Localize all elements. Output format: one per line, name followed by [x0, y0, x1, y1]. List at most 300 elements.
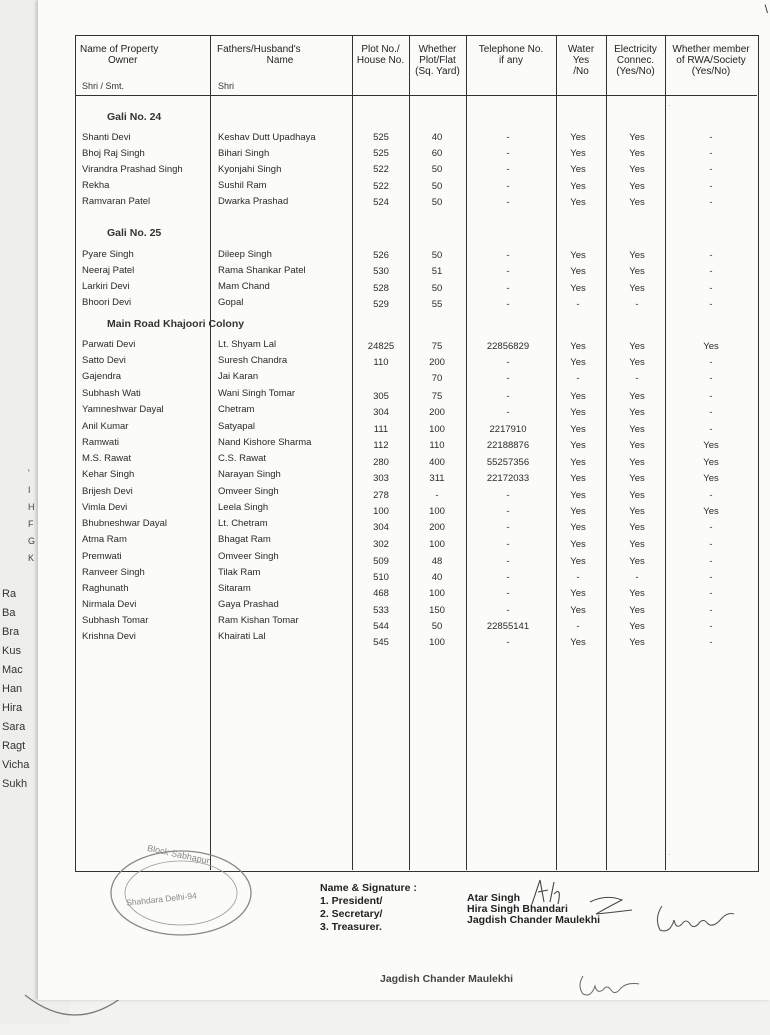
area-cell: 110	[429, 440, 445, 452]
owner-cell: Yamneshwar Dayal	[82, 404, 164, 415]
electricity-cell: Yes	[629, 406, 645, 418]
rwa-cell: -	[709, 132, 713, 143]
father-cell: Narayan Singh	[218, 469, 281, 480]
header-text: Water	[567, 44, 595, 55]
rwa-cell: -	[709, 588, 713, 600]
header-divider	[75, 95, 757, 96]
father-cell: Wani Singh Tomar	[218, 388, 296, 399]
electricity-cell: -	[635, 572, 639, 584]
electricity-cell: -	[635, 298, 639, 310]
underlying-name: Ra	[2, 588, 17, 600]
owner-cell: Shanti Devi	[82, 132, 131, 143]
area-cell: 400	[429, 456, 445, 468]
electricity-cell: Yes	[629, 266, 645, 278]
header-text: Electricity	[614, 44, 657, 55]
water-cell: Yes	[570, 164, 586, 176]
plot-cell: 278	[373, 489, 389, 501]
father-cell: Kyonjahi Singh	[218, 164, 282, 175]
owner-cell: Bhoj Raj Singh	[82, 148, 145, 159]
underlying-name: Ragt	[2, 740, 26, 752]
plot-cell: 468	[373, 588, 389, 600]
owner-cell: Bhubneshwar Dayal	[82, 518, 168, 529]
water-cell: Yes	[570, 489, 586, 501]
property-table	[75, 35, 759, 872]
father-cell: Ram Kishan Tomar	[218, 615, 299, 626]
father-cell: Chetram	[218, 404, 255, 415]
electricity-cell: Yes	[629, 148, 645, 160]
rwa-cell: -	[709, 180, 713, 192]
plot-cell: 510	[373, 572, 389, 584]
phone-cell: -	[506, 298, 510, 310]
water-cell: Yes	[570, 506, 586, 518]
phone-cell: -	[506, 373, 510, 385]
electricity-cell: Yes	[629, 390, 645, 402]
area-cell: 200	[429, 357, 445, 369]
electricity-cell: Yes	[629, 538, 645, 550]
plot-cell: 280	[373, 456, 389, 468]
plot-cell: 530	[373, 266, 389, 278]
signature-role: 2. Secretary/	[320, 908, 383, 920]
area-cell: 50	[431, 196, 443, 208]
water-cell: Yes	[570, 282, 586, 294]
header-father-sub: Shri	[218, 81, 235, 91]
underlying-name: Sukh	[2, 778, 28, 790]
water-cell: Yes	[570, 522, 586, 534]
faint-mark: ·	[668, 850, 671, 859]
electricity-cell: Yes	[629, 196, 645, 208]
rwa-cell: Yes	[703, 340, 719, 352]
section-title: Gali No. 24	[107, 111, 162, 123]
plot-cell: 112	[373, 440, 389, 452]
father-cell: C.S. Rawat	[218, 453, 267, 464]
phone-cell: -	[506, 132, 510, 143]
water-cell: Yes	[570, 250, 586, 262]
father-cell: Khairati Lal	[218, 631, 266, 642]
plot-cell: 545	[373, 636, 389, 648]
column-divider	[409, 35, 410, 870]
rwa-cell: -	[709, 298, 713, 310]
owner-cell: Premwati	[82, 551, 122, 562]
phone-cell: -	[506, 357, 510, 369]
phone-cell: -	[506, 282, 510, 294]
header-text: House No.	[356, 55, 405, 66]
water-cell: Yes	[570, 406, 586, 418]
father-cell: Lt. Chetram	[218, 518, 268, 529]
area-cell: 40	[431, 132, 443, 143]
father-cell: Omveer Singh	[218, 551, 279, 562]
owner-cell: Subhash Tomar	[82, 615, 149, 626]
rwa-cell: -	[709, 538, 713, 550]
area-cell: 100	[429, 538, 445, 550]
header-text: Whether member	[672, 44, 750, 55]
owner-cell: Ramvaran Patel	[82, 196, 151, 207]
rwa-cell: -	[709, 196, 713, 208]
header-area	[409, 44, 466, 77]
owner-cell: Ramwati	[82, 437, 119, 448]
electricity-cell: Yes	[629, 588, 645, 600]
plot-cell: 525	[373, 148, 389, 160]
plot-cell: 544	[373, 620, 389, 632]
column-divider	[352, 35, 353, 870]
owner-cell: Bhoori Devi	[82, 297, 132, 308]
electricity-cell: Yes	[629, 506, 645, 518]
header-text: /No	[573, 66, 589, 77]
father-cell: Dileep Singh	[218, 249, 272, 260]
area-cell: 200	[429, 522, 445, 534]
rwa-cell: -	[709, 357, 713, 369]
water-cell: Yes	[570, 555, 586, 567]
father-cell: Mam Chand	[218, 281, 270, 292]
area-cell: 51	[431, 266, 443, 278]
phone-cell: 55257356	[486, 456, 530, 468]
father-cell: Sitaram	[218, 583, 251, 594]
water-cell: Yes	[570, 538, 586, 550]
water-cell: Yes	[570, 196, 586, 208]
water-cell: Yes	[570, 180, 586, 192]
area-cell: 100	[429, 424, 445, 436]
phone-cell: -	[506, 572, 510, 584]
plot-cell: 24825	[367, 340, 395, 352]
header-phone	[466, 44, 556, 66]
header-text: Plot/Flat	[419, 55, 456, 66]
area-cell: 55	[431, 298, 443, 310]
phone-cell: -	[506, 406, 510, 418]
header-text: Fathers/Husband's	[217, 44, 301, 55]
stamp-top-text: Block Sabhapur	[146, 842, 211, 866]
column-divider	[665, 35, 666, 870]
phone-cell: -	[506, 489, 510, 501]
area-cell: 100	[429, 506, 445, 518]
area-cell: 60	[431, 148, 443, 160]
electricity-cell: Yes	[629, 250, 645, 262]
water-cell: -	[576, 373, 580, 385]
underlying-name: Vicha	[2, 759, 30, 771]
electricity-cell: Yes	[629, 522, 645, 534]
header-text: Plot No./	[361, 44, 400, 55]
father-cell: Rama Shankar Patel	[218, 265, 306, 276]
rwa-cell: -	[709, 620, 713, 632]
underlying-marks	[28, 465, 35, 567]
father-cell: Bihari Singh	[218, 148, 270, 159]
electricity-cell: Yes	[629, 636, 645, 648]
rwa-cell: -	[709, 148, 713, 160]
phone-cell: -	[506, 180, 510, 192]
header-father	[215, 44, 345, 66]
owner-cell: Satto Devi	[82, 355, 126, 366]
electricity-cell: Yes	[629, 282, 645, 294]
owner-cell: Pyare Singh	[82, 249, 134, 260]
phone-cell: -	[506, 506, 510, 518]
plot-cell: 304	[373, 406, 389, 418]
rwa-cell: Yes	[703, 440, 719, 452]
section-title: Gali No. 25	[107, 227, 162, 239]
rwa-cell: Yes	[703, 456, 719, 468]
phone-cell: -	[506, 604, 510, 616]
rwa-cell: -	[709, 164, 713, 176]
father-cell: Gopal	[218, 297, 244, 308]
phone-cell: -	[506, 196, 510, 208]
phone-cell: -	[506, 555, 510, 567]
area-cell: 50	[431, 620, 443, 632]
water-cell: -	[576, 572, 580, 584]
plot-cell: 302	[373, 538, 389, 550]
owner-cell: Ranveer Singh	[82, 567, 145, 578]
underlying-mark: F	[28, 519, 34, 529]
underlying-name: Han	[2, 683, 23, 695]
underlying-name: Kus	[2, 645, 21, 657]
phone-cell: -	[506, 636, 510, 648]
water-cell: Yes	[570, 472, 586, 484]
underlying-name: Ba	[2, 607, 16, 619]
area-cell: 50	[431, 282, 443, 294]
phone-cell: 22856829	[486, 340, 530, 352]
owner-cell: Raghunath	[82, 583, 129, 594]
electricity-cell: Yes	[629, 620, 645, 632]
header-owner	[80, 44, 205, 66]
plot-cell: 110	[373, 357, 389, 369]
plot-cell: 305	[373, 390, 389, 402]
underlying-name: Mac	[2, 664, 23, 676]
father-cell: Keshav Dutt Upadhaya	[218, 132, 316, 143]
water-cell: -	[576, 620, 580, 632]
area-cell: 75	[431, 340, 443, 352]
father-cell: Gaya Prashad	[218, 599, 279, 610]
water-cell: Yes	[570, 340, 586, 352]
header-text: Owner	[108, 55, 138, 66]
father-cell: Sushil Ram	[218, 180, 267, 191]
area-cell: 50	[431, 164, 443, 176]
water-cell: -	[576, 298, 580, 310]
signature-role: 1. President/	[320, 895, 383, 907]
electricity-cell: Yes	[629, 132, 645, 143]
water-cell: Yes	[570, 266, 586, 278]
signatory-name: Hira Singh Bhandari	[467, 903, 568, 915]
water-cell: Yes	[570, 456, 586, 468]
father-cell: Nand Kishore Sharma	[218, 437, 312, 448]
phone-cell: -	[506, 266, 510, 278]
area-cell: -	[435, 489, 439, 501]
plot-cell: 533	[373, 604, 389, 616]
underlying-name: Bra	[2, 626, 20, 638]
electricity-cell: -	[635, 373, 639, 385]
phone-cell: 2217910	[489, 424, 527, 436]
plot-cell: 100	[373, 506, 389, 518]
signature-block	[320, 882, 417, 934]
rwa-cell: -	[709, 604, 713, 616]
header-text: (Yes/No)	[691, 66, 731, 77]
owner-cell: Nirmala Devi	[82, 599, 137, 610]
water-cell: Yes	[570, 588, 586, 600]
plot-cell: 522	[373, 164, 389, 176]
owner-cell: Vimla Devi	[82, 502, 128, 513]
owner-cell: Atma Ram	[82, 534, 127, 545]
header-text: if any	[499, 55, 523, 66]
father-cell: Suresh Chandra	[218, 355, 288, 366]
rwa-cell: -	[709, 424, 713, 436]
father-cell: Lt. Shyam Lal	[218, 339, 277, 350]
rwa-cell: -	[709, 636, 713, 648]
faint-mark: ·	[668, 101, 671, 110]
underlying-mark: I	[28, 485, 31, 495]
plot-cell: 525	[373, 132, 389, 143]
electricity-cell: Yes	[629, 164, 645, 176]
area-cell: 70	[431, 373, 443, 385]
plot-cell: 111	[373, 424, 389, 436]
underlying-mark: G	[28, 536, 36, 546]
phone-cell: 22855141	[486, 620, 530, 632]
owner-cell: Krishna Devi	[82, 631, 136, 642]
rwa-cell: -	[709, 390, 713, 402]
header-text: Whether	[418, 44, 457, 55]
signature-label: Name & Signature :	[320, 882, 417, 894]
rwa-cell: -	[709, 555, 713, 567]
owner-cell: Virandra Prashad Singh	[82, 164, 183, 175]
plot-cell: 526	[373, 250, 389, 262]
plot-cell: 524	[373, 196, 389, 208]
owner-cell: Kehar Singh	[82, 469, 135, 480]
electricity-cell: Yes	[629, 180, 645, 192]
area-cell: 75	[431, 390, 443, 402]
underlying-mark: K	[28, 553, 35, 563]
owner-cell: Neeraj Patel	[82, 265, 135, 276]
signatory-name: Atar Singh	[467, 892, 521, 904]
society-stamp	[106, 838, 256, 938]
rwa-cell: Yes	[703, 472, 719, 484]
water-cell: Yes	[570, 132, 586, 143]
handwritten-signature	[528, 876, 568, 910]
father-cell: Tilak Ram	[218, 567, 261, 578]
owner-cell: Anil Kumar	[82, 421, 129, 432]
rwa-cell: -	[709, 406, 713, 418]
area-cell: 50	[431, 250, 443, 262]
electricity-cell: Yes	[629, 357, 645, 369]
water-cell: Yes	[570, 424, 586, 436]
rwa-cell: -	[709, 266, 713, 278]
electricity-cell: Yes	[629, 555, 645, 567]
underlying-mark: H	[28, 502, 35, 512]
phone-cell: -	[506, 538, 510, 550]
rwa-cell: -	[709, 282, 713, 294]
phone-cell: -	[506, 250, 510, 262]
phone-cell: -	[506, 148, 510, 160]
plot-cell: 522	[373, 180, 389, 192]
header-water	[556, 44, 606, 77]
area-cell: 100	[429, 588, 445, 600]
underlying-mark: '	[28, 468, 30, 478]
area-cell: 48	[431, 555, 443, 567]
owner-cell: Larkiri Devi	[82, 281, 130, 292]
header-text: Telephone No.	[478, 44, 544, 55]
owner-cell: Subhash Wati	[82, 388, 141, 399]
underlying-name: Hira	[2, 702, 23, 714]
section-title: Main Road Khajoori Colony	[107, 318, 245, 330]
area-cell: 200	[429, 406, 445, 418]
header-electricity	[606, 44, 665, 77]
plot-cell: 304	[373, 522, 389, 534]
area-cell: 40	[431, 572, 443, 584]
column-divider	[606, 35, 607, 870]
phone-cell: 22188876	[486, 440, 530, 452]
signatory-name: Jagdish Chander Maulekhi	[467, 914, 601, 926]
header-text: Name of Property	[80, 44, 159, 55]
header-rwa	[665, 44, 757, 77]
header-text: (Yes/No)	[616, 66, 655, 77]
corner-mark: \	[764, 2, 768, 16]
handwritten-signature	[652, 900, 737, 936]
owner-cell: Rekha	[82, 180, 110, 191]
rwa-cell: -	[709, 489, 713, 501]
column-divider	[210, 35, 211, 870]
phone-cell: 22172033	[486, 472, 530, 484]
header-text: (Sq. Yard)	[415, 66, 460, 77]
header-text: of RWA/Society	[676, 55, 746, 66]
father-cell: Jai Karan	[218, 371, 259, 382]
area-cell: 311	[429, 472, 445, 484]
phone-cell: -	[506, 522, 510, 534]
father-cell: Omveer Singh	[218, 486, 279, 497]
water-cell: Yes	[570, 357, 586, 369]
column-divider	[556, 35, 557, 870]
rwa-cell: -	[709, 572, 713, 584]
handwritten-signature	[575, 970, 645, 1000]
header-plot	[352, 44, 409, 66]
phone-cell: -	[506, 390, 510, 402]
electricity-cell: Yes	[629, 489, 645, 501]
rwa-cell: Yes	[703, 506, 719, 518]
electricity-cell: Yes	[629, 604, 645, 616]
plot-cell: 529	[373, 298, 389, 310]
area-cell: 100	[429, 636, 445, 648]
copied-signatory-name: Jagdish Chander Maulekhi	[380, 973, 514, 985]
electricity-cell: Yes	[629, 456, 645, 468]
electricity-cell: Yes	[629, 340, 645, 352]
handwritten-signature	[586, 892, 636, 922]
area-cell: 50	[431, 180, 443, 192]
father-cell: Leela Singh	[218, 502, 269, 513]
column-divider	[466, 35, 467, 870]
father-cell: Satyapal	[218, 421, 255, 432]
water-cell: Yes	[570, 390, 586, 402]
water-cell: Yes	[570, 148, 586, 160]
header-text: Name	[266, 55, 294, 66]
signature-role: 3. Treasurer.	[320, 921, 382, 933]
rwa-cell: -	[709, 250, 713, 262]
water-cell: Yes	[570, 636, 586, 648]
header-text: Connec.	[616, 55, 655, 66]
electricity-cell: Yes	[629, 440, 645, 452]
owner-cell: M.S. Rawat	[82, 453, 132, 464]
underlying-names	[2, 585, 38, 794]
water-cell: Yes	[570, 604, 586, 616]
stamp-middle-text: Shahdara Delhi-94	[125, 890, 198, 908]
owner-cell: Brijesh Devi	[82, 486, 133, 497]
owner-cell: Parwati Devi	[82, 339, 136, 350]
electricity-cell: Yes	[629, 424, 645, 436]
father-cell: Bhagat Ram	[218, 534, 271, 545]
plot-cell: 509	[373, 555, 389, 567]
rwa-cell: -	[709, 373, 713, 385]
rwa-cell: -	[709, 522, 713, 534]
electricity-cell: Yes	[629, 472, 645, 484]
phone-cell: -	[506, 164, 510, 176]
header-text: Yes	[572, 55, 590, 66]
plot-cell: 303	[373, 472, 389, 484]
father-cell: Dwarka Prashad	[218, 196, 289, 207]
underlying-name: Sara	[2, 721, 26, 733]
plot-cell: 528	[373, 282, 389, 294]
phone-cell: -	[506, 588, 510, 600]
area-cell: 150	[429, 604, 445, 616]
